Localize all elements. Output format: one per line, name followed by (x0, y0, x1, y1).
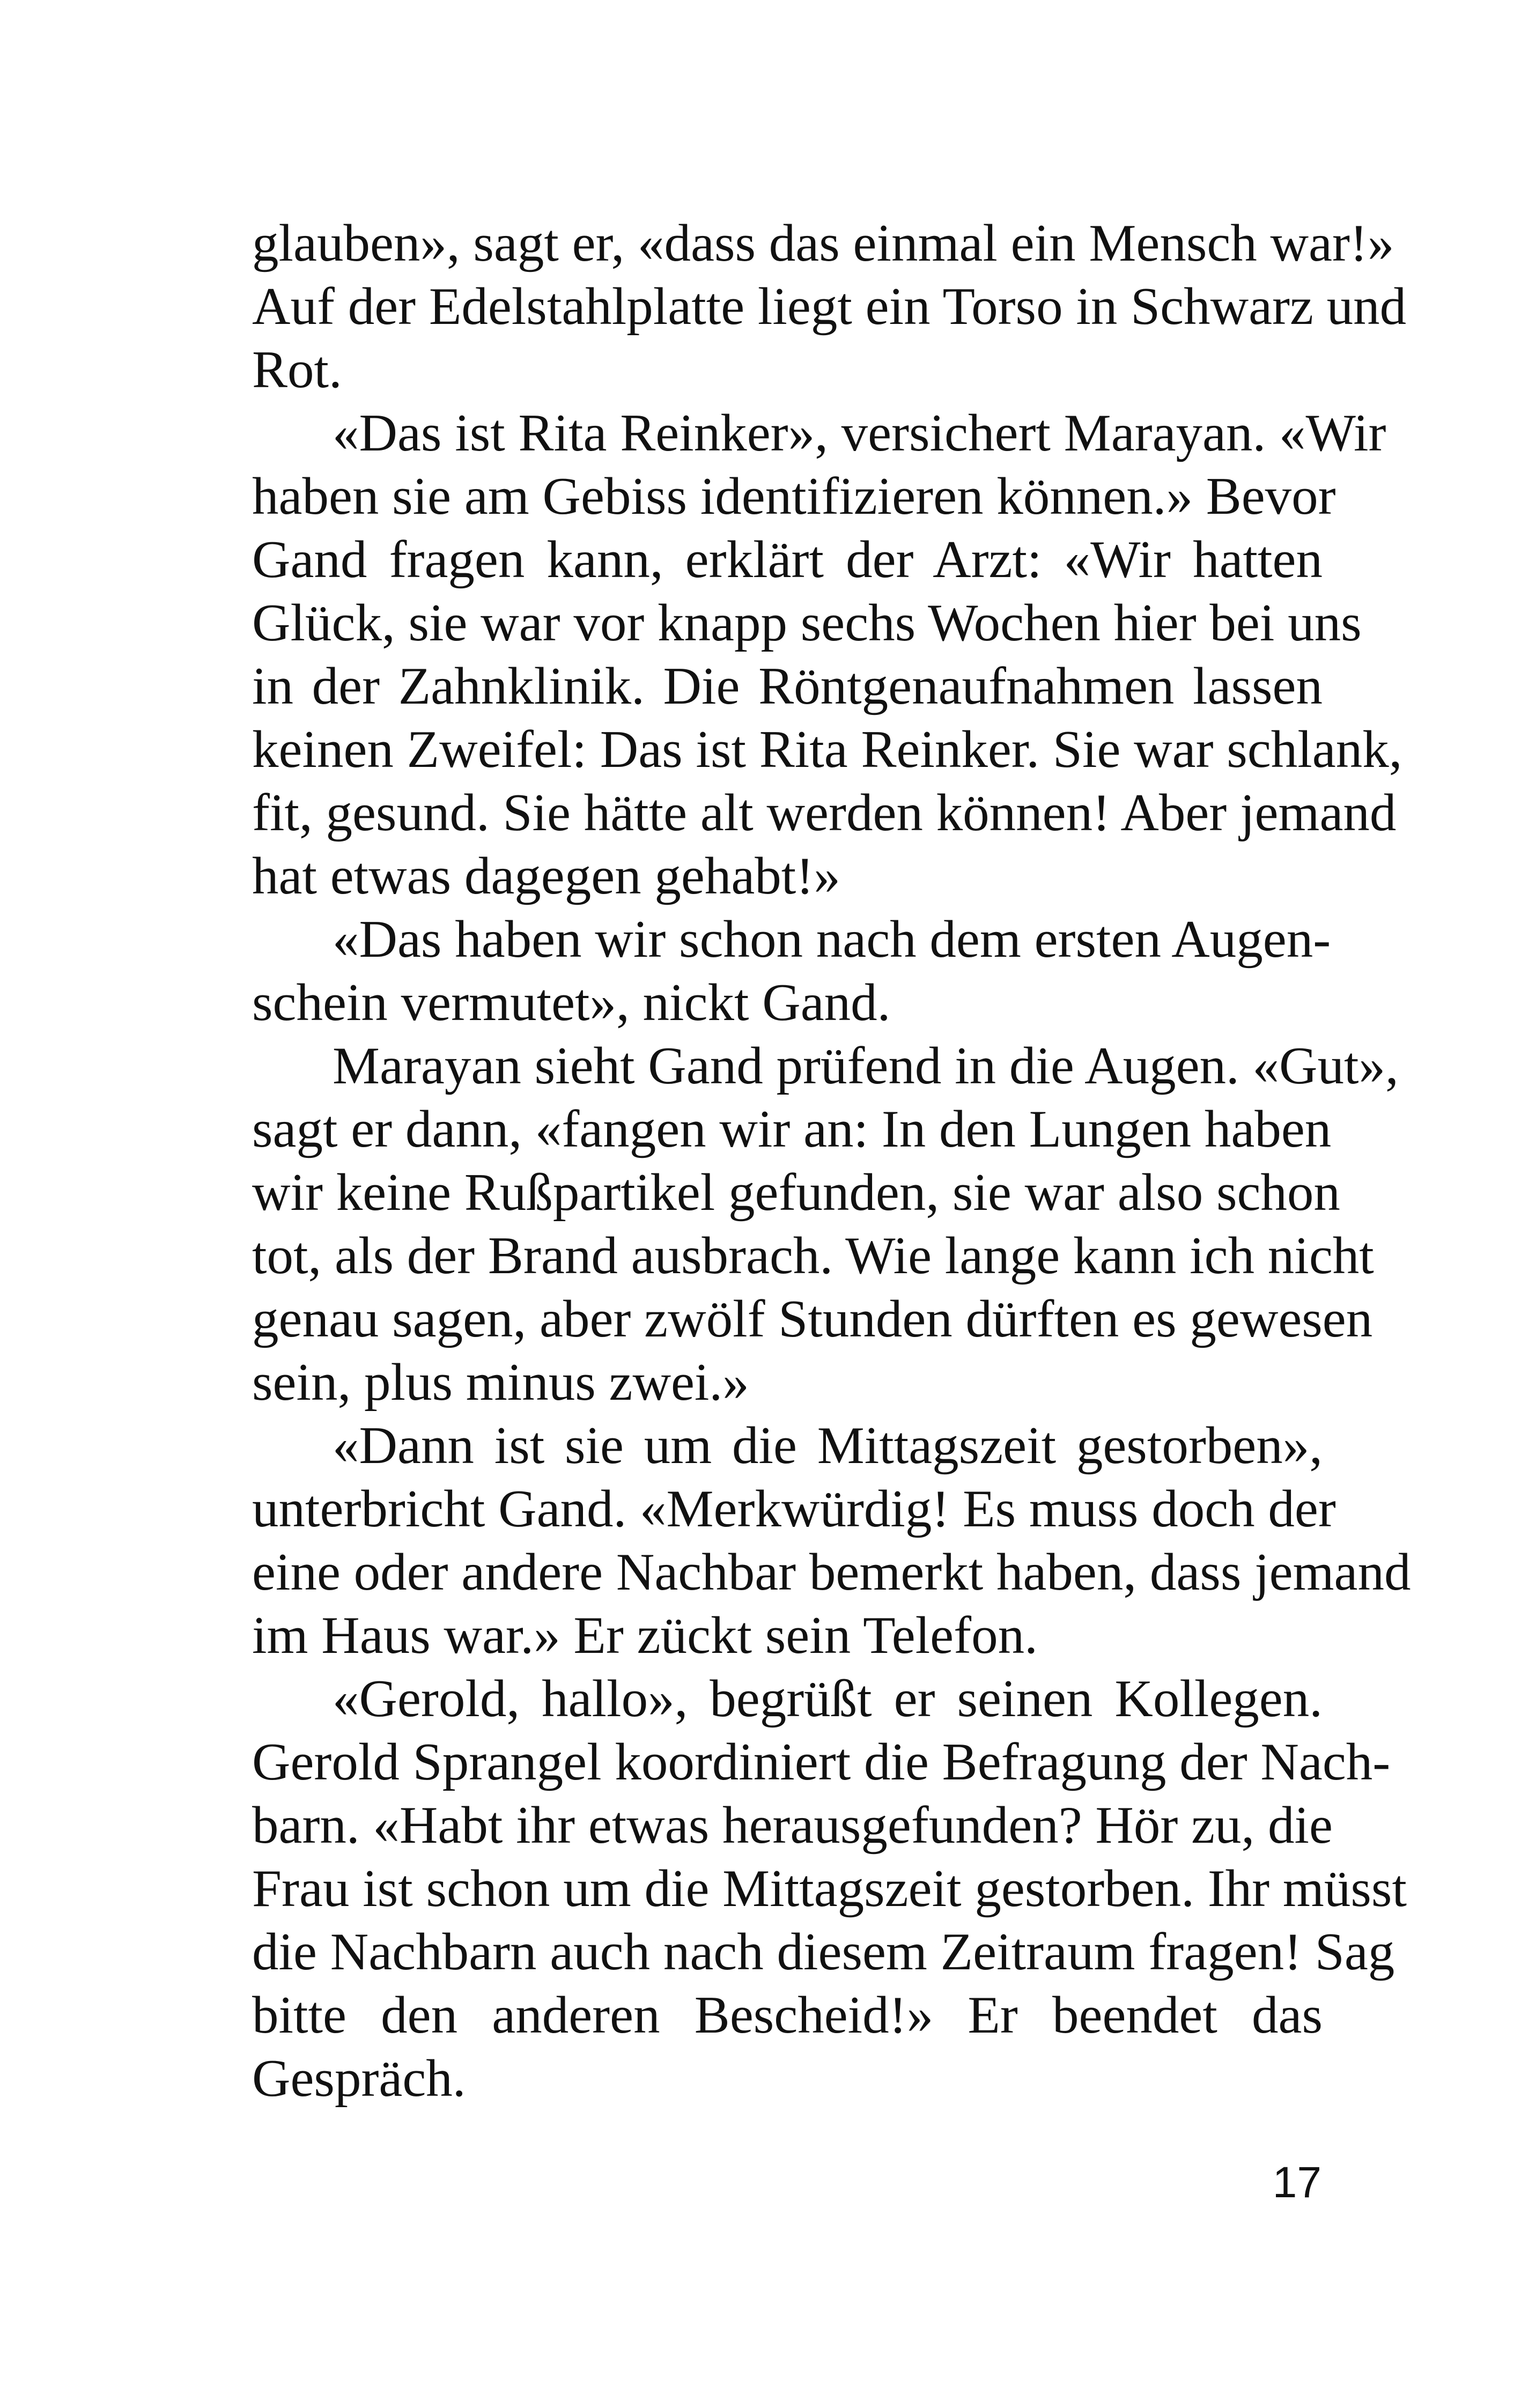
text-line: Gand fragen kann, erklärt der Arzt: «Wir hatten (252, 530, 1323, 589)
paragraph (252, 1035, 1399, 1414)
paragraph (252, 1414, 1411, 1667)
text-line: Gespräch. (252, 2049, 466, 2108)
text-line: Glück, sie war vor knapp sechs Wochen hier bei uns (252, 594, 1362, 652)
paragraph (252, 212, 1407, 402)
text-line: Gerold Sprangel koordiniert die Befragung der Nach- (252, 1733, 1391, 1791)
text-line: keinen Zweifel: Das ist Rita Reinker. Sie war schlank, (252, 720, 1402, 779)
text-line: «Das haben wir schon nach dem ersten Augen- (333, 910, 1331, 969)
paragraph (252, 402, 1402, 908)
text-line: genau sagen, aber zwölf Stunden dürften es gewesen (252, 1290, 1373, 1348)
text-line: sein, plus minus zwei.» (252, 1353, 749, 1412)
text-line: eine oder andere Nachbar bemerkt haben, dass jemand (252, 1543, 1411, 1601)
text-line: unterbricht Gand. «Merkwürdig! Es muss doch der (252, 1480, 1336, 1538)
text-line: barn. «Habt ihr etwas herausgefunden? Hör zu, die (252, 1796, 1333, 1855)
paragraph (252, 908, 1331, 1035)
text-line: Auf der Edelstahlplatte liegt ein Torso in Schwarz und (252, 277, 1407, 336)
body-text (252, 212, 1411, 2110)
text-line: schein vermutet», nickt Gand. (252, 973, 891, 1032)
text-line: die Nachbarn auch nach diesem Zeitraum fragen! Sag (252, 1923, 1395, 1981)
text-line: «Gerold, hallo», begrüßt er seinen Kollegen. (333, 1670, 1323, 1728)
text-line: sagt er dann, «fangen wir an: In den Lungen haben (252, 1100, 1332, 1158)
text-line: wir keine Rußpartikel gefunden, sie war also schon (252, 1163, 1340, 1222)
text-line: hat etwas dagegen gehabt!» (252, 847, 840, 905)
text-line: bitte den anderen Bescheid!» Er beendet das (252, 1986, 1323, 2044)
paragraph (252, 1667, 1407, 2110)
text-line: «Das ist Rita Reinker», versichert Marayan. «Wir (333, 404, 1386, 462)
text-line: im Haus war.» Er zückt sein Telefon. (252, 1606, 1038, 1665)
text-line: glauben», sagt er, «dass das einmal ein Mensch war!» (252, 214, 1394, 272)
text-line: tot, als der Brand ausbrach. Wie lange kann ich nicht (252, 1227, 1374, 1285)
text-line: «Dann ist sie um die Mittagszeit gestorben», (333, 1416, 1323, 1475)
text-line: Marayan sieht Gand prüfend in die Augen. «Gut», (333, 1037, 1399, 1095)
text-line: Frau ist schon um die Mittagszeit gestorben. Ihr müsst (252, 1859, 1407, 1918)
page-number: 17 (1272, 2158, 1321, 2207)
text-line: Rot. (252, 341, 342, 399)
text-line: haben sie am Gebiss identifizieren können.» Bevor (252, 467, 1336, 526)
text-line: in der Zahnklinik. Die Röntgenaufnahmen lassen (252, 657, 1323, 715)
text-line: fit, gesund. Sie hätte alt werden können! Aber jemand (252, 784, 1397, 842)
